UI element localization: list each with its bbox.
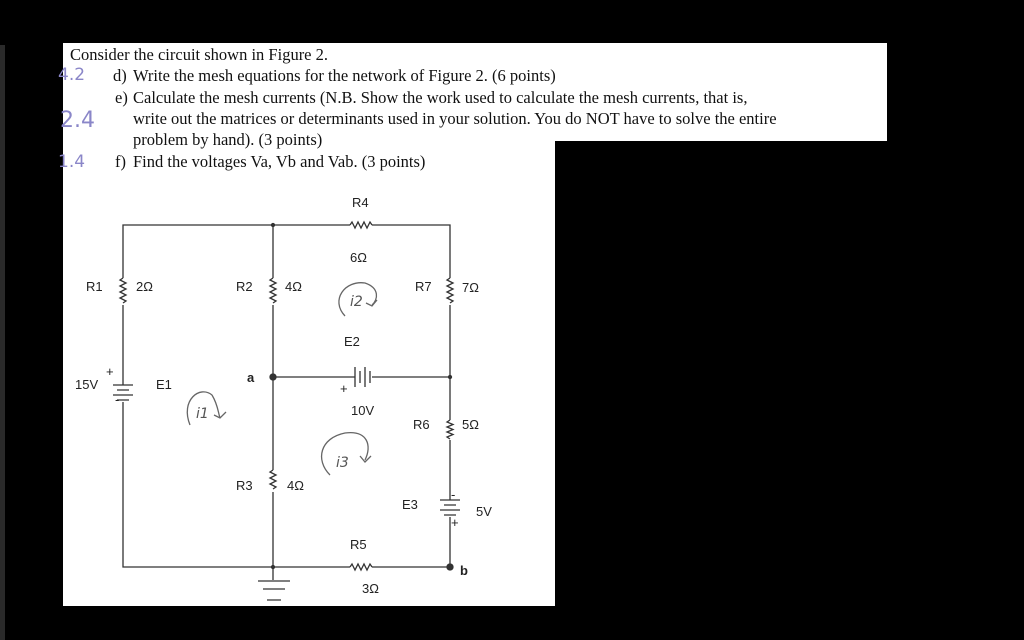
e3-label: E3 (402, 497, 418, 512)
battery-e2 (355, 367, 370, 387)
part-e-line1: Calculate the mesh currents (N.B. Show the work used to calculate the mesh currents, that is, (133, 88, 748, 107)
e2-label: E2 (344, 334, 360, 349)
handwritten-score-d: 4.2 (58, 65, 86, 85)
e1-value: 15V (75, 377, 99, 392)
handwritten-score-e: 2.4 (60, 108, 95, 133)
part-e-line3: problem by hand). (3 points) (133, 130, 323, 149)
resistor-r3 (270, 470, 276, 489)
resistor-r7 (447, 278, 453, 303)
r5-value: 3Ω (362, 581, 379, 596)
e3-value: 5V (476, 504, 492, 519)
part-d-marker: d) (113, 66, 127, 85)
e1-plus: + (106, 364, 114, 379)
resistor-r5 (350, 564, 372, 570)
e1-label: E1 (156, 377, 172, 392)
r5-label: R5 (350, 537, 367, 552)
r4-value: 6Ω (350, 250, 367, 265)
resistor-r6 (447, 420, 453, 439)
junction-top (272, 224, 275, 227)
part-f-marker: f) (115, 152, 126, 171)
e3-minus: - (451, 487, 456, 502)
part-d-text: Write the mesh equations for the network of Figure 2. (6 points) (133, 66, 556, 85)
r6-value: 5Ω (462, 417, 479, 432)
question-intro: Consider the circuit shown in Figure 2. (70, 45, 329, 64)
mesh-i2-label: i2 (350, 294, 363, 310)
e2-plus: + (340, 381, 348, 396)
r1-label: R1 (86, 279, 103, 294)
r3-value: 4Ω (287, 478, 304, 493)
r2-label: R2 (236, 279, 253, 294)
mesh-i3-label: i3 (336, 455, 349, 471)
node-b-label: b (460, 563, 468, 578)
junction-bottom (272, 566, 275, 569)
r2-value: 4Ω (285, 279, 302, 294)
e3-plus: + (451, 515, 459, 530)
part-f-text: Find the voltages Va, Vb and Vab. (3 points) (133, 152, 426, 171)
r3-label: R3 (236, 478, 253, 493)
ground-symbol (258, 581, 290, 600)
node-b-dot (447, 564, 453, 570)
resistor-r2 (270, 278, 276, 303)
r6-label: R6 (413, 417, 430, 432)
r4-label: R4 (352, 195, 369, 210)
e2-value: 10V (351, 403, 375, 418)
node-a-label: a (247, 370, 255, 385)
mesh-i1-label: i1 (196, 406, 209, 422)
resistor-r1 (120, 278, 126, 303)
part-e-marker: e) (115, 88, 128, 107)
node-a-dot (270, 374, 276, 380)
handwritten-score-f: 1.4 (58, 152, 86, 172)
junction-right (449, 376, 452, 379)
e1-minus: - (115, 392, 120, 407)
part-e-line2: write out the matrices or determinants used in your solution. You do NOT have to solve the entire (133, 109, 777, 128)
r7-label: R7 (415, 279, 432, 294)
battery-e3 (440, 500, 460, 515)
r7-value: 7Ω (462, 280, 479, 295)
resistor-r4 (350, 222, 372, 228)
r1-value: 2Ω (136, 279, 153, 294)
